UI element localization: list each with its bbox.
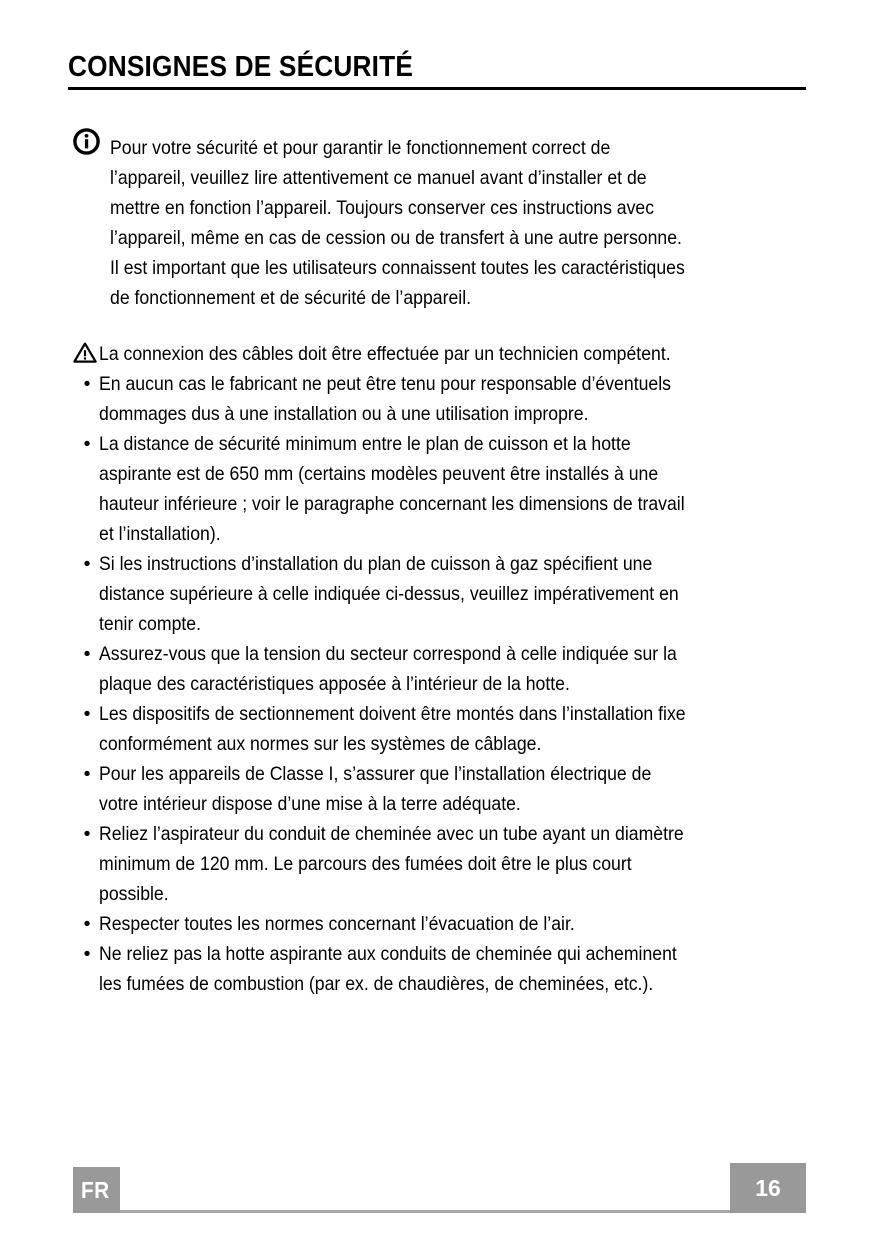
intro-line <box>110 163 745 193</box>
bullet-marker-icon: • <box>83 763 91 785</box>
intro-line <box>110 133 745 163</box>
bullet-item <box>73 639 863 699</box>
bullet-item <box>73 909 863 939</box>
bullet-line-text: les fumées de combustion (par ex. de chaudières, de cheminées, etc.). <box>99 973 654 995</box>
bullet-line <box>99 519 863 549</box>
bullet-item <box>73 549 863 639</box>
bullet-line <box>99 549 863 579</box>
bullet-line-text: plaque des caractéristiques apposée à l’intérieur de la hotte. <box>99 673 570 695</box>
bullet-line <box>99 729 863 759</box>
bullet-line <box>99 459 863 489</box>
bullet-text <box>99 369 863 429</box>
bullet-item <box>73 759 863 819</box>
bullet-line-text: Les dispositifs de sectionnement doivent être montés dans l’installation fixe <box>99 703 686 725</box>
bullet-line-text: Si les instructions d’installation du plan de cuisson à gaz spécifient une <box>99 553 653 575</box>
bullet-line <box>99 579 863 609</box>
bullet-line-text: hauteur inférieure ; voir le paragraphe concernant les dimensions de travail <box>99 493 685 515</box>
warning-note-text: La connexion des câbles doit être effectuée par un technicien compétent. <box>99 343 671 365</box>
language-badge-label: FR <box>80 1176 110 1203</box>
intro-line-text: Il est important que les utilisateurs connaissent toutes les caractéristiques <box>110 257 685 279</box>
page-title-text: CONSIGNES DE SÉCURITÉ <box>68 51 414 83</box>
bullet-line <box>99 639 863 669</box>
bullet-line <box>99 789 863 819</box>
intro-line <box>110 253 745 283</box>
bullet-text <box>99 939 863 999</box>
bullet-line-text: aspirante est de 650 mm (certains modèles peuvent être installés à une <box>99 463 659 485</box>
intro-line-text: l’appareil, même en cas de cession ou de transfert à une autre personne. <box>110 227 682 249</box>
language-badge <box>73 1167 120 1213</box>
bullet-line-text: La distance de sécurité minimum entre le plan de cuisson et la hotte <box>99 433 631 455</box>
bullet-line-text: votre intérieur dispose d’une mise à la terre adéquate. <box>99 793 521 815</box>
info-circle-icon <box>73 128 100 155</box>
bullet-line <box>99 849 863 879</box>
bullet-line <box>99 759 863 789</box>
intro-line-text: mettre en fonction l’appareil. Toujours conserver ces instructions avec <box>110 197 655 219</box>
bullet-text <box>99 639 863 699</box>
page-title <box>68 50 449 84</box>
page-footer <box>0 1160 875 1230</box>
bullet-line <box>99 669 863 699</box>
bullet-line-text: distance supérieure à celle indiquée ci-dessus, veuillez impérativement en <box>99 583 679 605</box>
bullet-line <box>99 399 863 429</box>
bullet-line <box>99 489 863 519</box>
bullet-line-text: Respecter toutes les normes concernant l’évacuation de l’air. <box>99 913 575 935</box>
title-divider <box>68 87 806 90</box>
bullet-line-text: Reliez l’aspirateur du conduit de cheminée avec un tube ayant un diamètre <box>99 823 684 845</box>
bullet-line-text: Assurez-vous que la tension du secteur correspond à celle indiquée sur la <box>99 643 677 665</box>
bullet-line <box>99 429 863 459</box>
bullet-text <box>99 699 863 759</box>
bullet-marker-icon: • <box>83 943 91 965</box>
bullet-line <box>99 609 863 639</box>
bullet-marker-icon: • <box>83 433 91 455</box>
bullet-text <box>99 909 863 939</box>
bullet-line <box>99 879 863 909</box>
intro-paragraph <box>110 133 745 313</box>
bullet-line <box>99 819 863 849</box>
bullet-item <box>73 939 863 999</box>
bullet-line <box>99 369 863 399</box>
intro-line-text: Pour votre sécurité et pour garantir le fonctionnement correct de <box>110 137 611 159</box>
bullet-line <box>99 909 863 939</box>
bullet-item <box>73 819 863 909</box>
bullet-line-text: tenir compte. <box>99 613 202 635</box>
bullet-item <box>73 699 863 759</box>
bullet-text <box>99 759 863 819</box>
bullet-marker-icon: • <box>83 643 91 665</box>
bullet-text <box>99 549 863 639</box>
warning-note <box>73 339 731 369</box>
intro-line-text: l’appareil, veuillez lire attentivement ce manuel avant d’installer et de <box>110 167 647 189</box>
intro-line <box>110 223 745 253</box>
bullet-item <box>73 429 863 549</box>
page-number-badge <box>730 1163 806 1213</box>
bullet-line-text: Pour les appareils de Classe I, s’assurer que l’installation électrique de <box>99 763 652 785</box>
bullet-line-text: possible. <box>99 883 169 905</box>
intro-line <box>110 193 745 223</box>
bullet-line <box>99 699 863 729</box>
bullet-item <box>73 369 863 429</box>
bullet-marker-icon: • <box>83 703 91 725</box>
bullet-marker-icon: • <box>83 553 91 575</box>
bullet-marker-icon: • <box>83 373 91 395</box>
intro-line-text: de fonctionnement et de sécurité de l’appareil. <box>110 287 472 309</box>
bullet-marker-icon: • <box>83 823 91 845</box>
page-number-label: 16 <box>755 1174 781 1201</box>
intro-line <box>110 283 745 313</box>
bullet-line-text: Ne reliez pas la hotte aspirante aux conduits de cheminée qui acheminent <box>99 943 677 965</box>
bullet-line-text: conformément aux normes sur les systèmes de câblage. <box>99 733 542 755</box>
bullet-line-text: dommages dus à une installation ou à une utilisation impropre. <box>99 403 589 425</box>
bullet-line <box>99 969 863 999</box>
warning-triangle-icon <box>73 342 97 363</box>
bullet-line-text: En aucun cas le fabricant ne peut être tenu pour responsable d’éventuels <box>99 373 671 395</box>
bullet-marker-icon: • <box>83 913 91 935</box>
bullet-line <box>99 939 863 969</box>
bullet-line-text: minimum de 120 mm. Le parcours des fumées doit être le plus court <box>99 853 632 875</box>
bullet-text <box>99 819 863 909</box>
footer-divider <box>120 1210 730 1213</box>
bullet-line-text: et l’installation). <box>99 523 221 545</box>
bullet-text <box>99 429 863 549</box>
